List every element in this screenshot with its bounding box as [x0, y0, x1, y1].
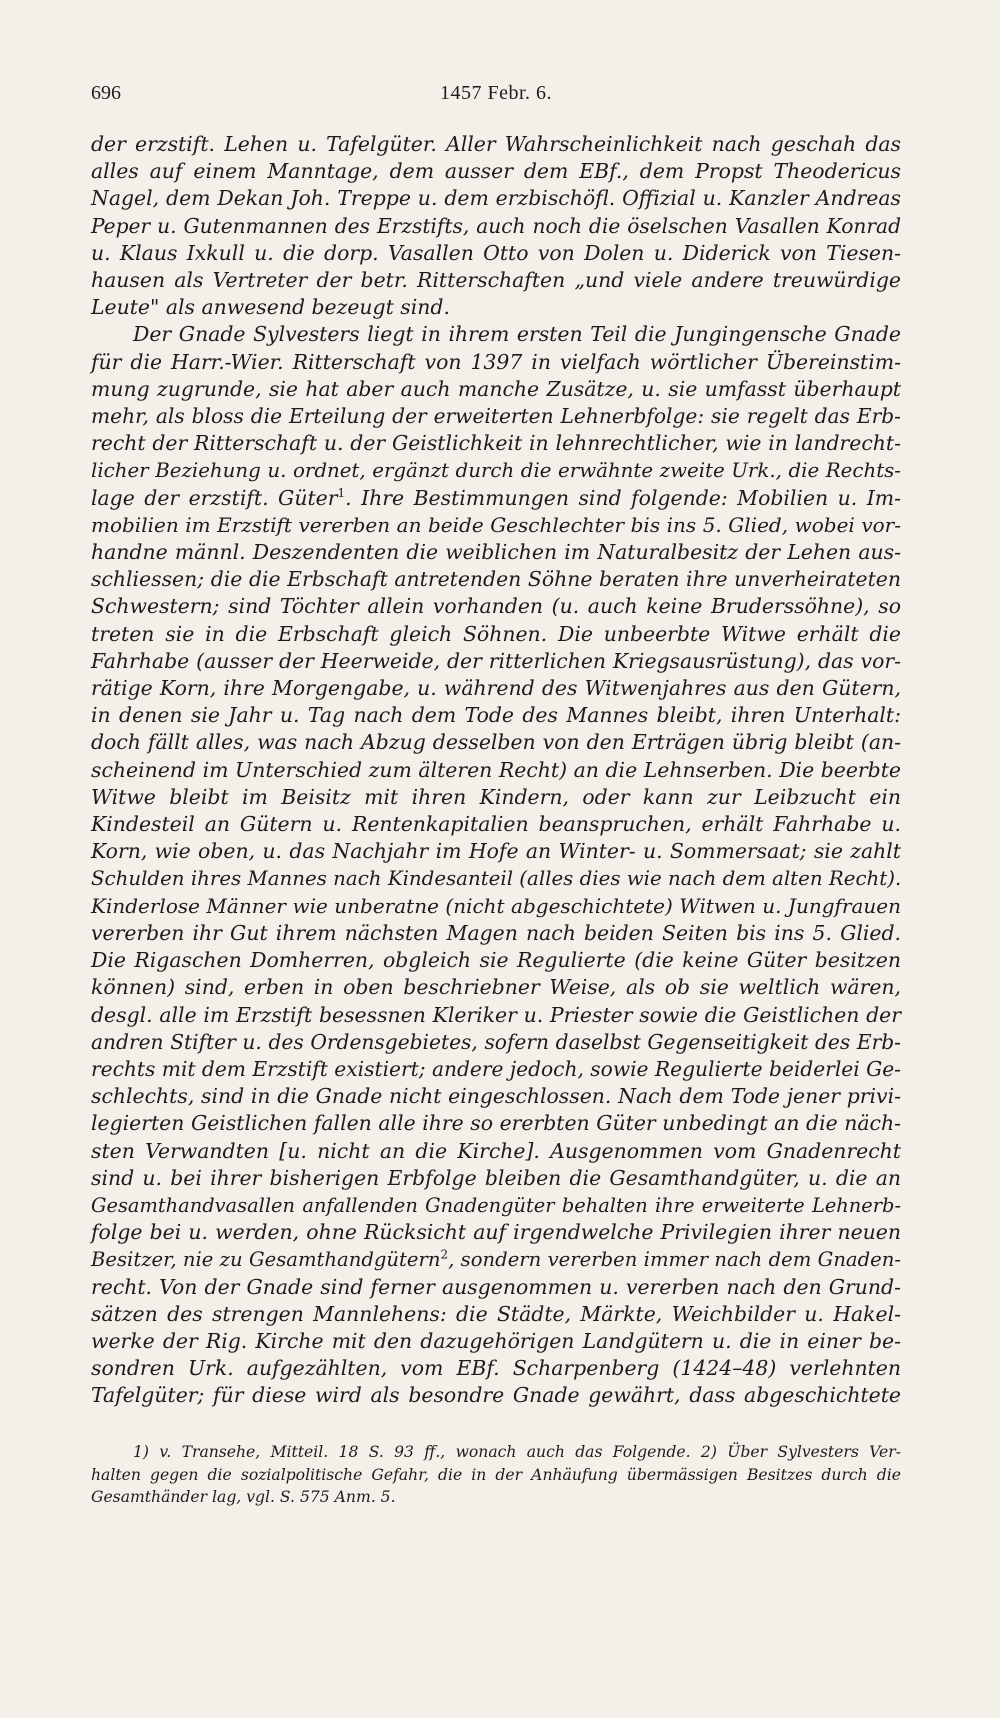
- text-line: sten Verwandten [u. nicht an die Kirche]. Ausgenommen vom Gnadenrecht: [91, 1138, 901, 1163]
- text-line: Tafelgüter; für diese wird als besondre Gnade gewährt, dass abgeschichtete: [91, 1383, 901, 1408]
- footnote-line: halten gegen die sozialpolitische Gefahr, die in der Anhäufung übermässigen Besitzes durch die: [91, 1465, 901, 1484]
- text-line: Kindesteil an Gütern u. Rentenkapitalien beanspruchen, erhält Fahrhabe u.: [91, 812, 901, 837]
- text-line: recht. Von der Gnade sind ferner ausgenommen u. vererben nach den Grund-: [91, 1274, 901, 1299]
- text-line: Schulden ihres Mannes nach Kindesanteil (alles dies wie nach dem alten Recht).: [91, 867, 902, 891]
- text-line: sondren Urk. aufgezählten, vom EBf. Scharpenberg (1424–48) verlehnten: [91, 1356, 901, 1381]
- text-line: licher Beziehung u. ordnet, ergänzt durch die erwähnte zweite Urk., die Rechts-: [91, 459, 901, 483]
- footnote-line: [91, 1441, 901, 1464]
- text-line: schliessen; die die Erbschaft antretenden Söhne beraten ihre unverheirateten: [91, 567, 901, 592]
- text-segment: Besitzer, nie zu Gesamthandgütern: [91, 1248, 441, 1272]
- page-number: 696: [91, 82, 121, 104]
- text-line: treten sie in die Erbschaft gleich Söhnen. Die unbeerbte Witwe erhält die: [91, 621, 901, 646]
- text-line: Nagel, dem Dekan Joh. Treppe u. dem erzbischöfl. Offizial u. Kanzler Andreas: [91, 186, 901, 211]
- footnote-1-mark: 1): [133, 1443, 150, 1461]
- text-line: Fahrhabe (ausser der Heerweide, der ritterlichen Kriegsausrüstung), das vor-: [91, 648, 901, 673]
- text-segment: . Ihre Bestimmungen sind folgende: Mobilien u. Im-: [345, 485, 902, 510]
- body-text: [91, 131, 901, 1410]
- text-line-with-footnote: [91, 1246, 901, 1273]
- text-line: Der Gnade Sylvesters liegt in ihrem ersten Teil die Jungingensche Gnade: [133, 322, 901, 347]
- footnotes: [91, 1441, 901, 1509]
- text-segment: , sondern vererben immer nach dem Gnaden-: [448, 1248, 901, 1272]
- text-line: alles auf einem Manntage, dem ausser dem EBf., dem Propst Theodericus: [91, 159, 901, 184]
- footnote-2-mark: 2): [700, 1443, 717, 1461]
- footnote-ref-2[interactable]: 2: [440, 1247, 449, 1262]
- text-line: Witwe bleibt im Beisitz mit ihren Kindern, oder kann zur Leibzucht ein: [91, 784, 901, 809]
- text-line: sätzen des strengen Mannlehens: die Städte, Märkte, Weichbilder u. Hakel-: [91, 1301, 901, 1326]
- text-line: Gesamthandvasallen anfallenden Gnadengüter behalten ihre erweiterte Lehnerb-: [91, 1193, 901, 1217]
- text-line: Schwestern; sind Töchter allein vorhanden (u. auch keine Bruderssöhne), so: [91, 594, 901, 619]
- text-line: schlechts, sind in die Gnade nicht eingeschlossen. Nach dem Tode jener privi-: [91, 1084, 901, 1109]
- text-line: u. Klaus Ixkull u. die dorp. Vasallen Otto von Dolen u. Diderick von Tiesen-: [91, 240, 901, 265]
- text-line: folge bei u. werden, ohne Rücksicht auf irgendwelche Privilegien ihrer neuen: [91, 1220, 901, 1245]
- text-line: scheinend im Unterschied zum älteren Recht) an die Lehnserben. Die beerbte: [91, 757, 901, 782]
- text-line: in denen sie Jahr u. Tag nach dem Tode des Mannes bleibt, ihren Unterhalt:: [91, 703, 901, 728]
- text-line: der erzstift. Lehen u. Tafelgüter. Aller Wahrscheinlichkeit nach geschah das: [91, 132, 901, 156]
- text-line-with-footnote: [91, 485, 901, 512]
- text-line: Korn, wie oben, u. das Nachjahr im Hofe an Winter- u. Sommersaat; sie zahlt: [91, 839, 901, 864]
- text-line: rechts mit dem Erzstift existiert; andere jedoch, sowie Regulierte beiderlei Ge-: [91, 1056, 901, 1081]
- text-line: mobilien im Erzstift vererben an beide Geschlechter bis ins 5. Glied, wobei vor-: [91, 512, 901, 537]
- text-line: doch fällt alles, was nach Abzug desselben von den Erträgen übrig bleibt (an-: [91, 730, 901, 755]
- text-line: legierten Geistlichen fallen alle ihre so ererbten Güter unbedingt an die näch-: [91, 1111, 901, 1136]
- running-header: [91, 82, 901, 106]
- text-segment: lage der erzstift. Güter: [91, 485, 338, 510]
- text-line: Peper u. Gutenmannen des Erzstifts, auch noch die öselschen Vasallen Konrad: [91, 213, 901, 238]
- text-line: Kinderlose Männer wie unberatne (nicht abgeschichtete) Witwen u. Jungfrauen: [91, 893, 901, 918]
- header-date: 1457 Febr. 6.: [439, 82, 553, 104]
- footnote-1-text: v. Transehe, Mitteil. 18 S. 93 ff., wonach auch das Folgende.: [159, 1443, 691, 1461]
- text-line: handne männl. Deszendenten die weiblichen im Naturalbesitz der Lehen aus-: [91, 540, 901, 565]
- text-line: desgl. alle im Erzstift besessnen Kleriker u. Priester sowie die Geistlichen der: [91, 1002, 901, 1027]
- text-line: recht der Ritterschaft u. der Geistlichkeit in lehnrechtlicher, wie in landrecht-: [91, 431, 901, 456]
- text-line: hausen als Vertreter der betr. Ritterschaften „und viele andere treuwürdige: [91, 268, 901, 293]
- text-line: rätige Korn, ihre Morgengabe, u. während des Witwenjahres aus den Gütern,: [91, 676, 901, 701]
- text-line: können) sind, erben in oben beschriebner Weise, als ob sie weltlich wären,: [91, 975, 901, 1000]
- text-line: andren Stifter u. des Ordensgebietes, sofern daselbst Gegenseitigkeit des Erb-: [91, 1029, 901, 1054]
- text-line: Die Rigaschen Domherren, obgleich sie Regulierte (die keine Güter besitzen: [91, 948, 901, 973]
- footnote-ref-1[interactable]: 1: [337, 485, 346, 500]
- text-line: für die Harr.-Wier. Ritterschaft von 1397 in vielfach wörtlicher Übereinstim-: [91, 349, 901, 374]
- text-line: mung zugrunde, sie hat aber auch manche Zusätze, u. sie umfasst überhaupt: [91, 376, 901, 401]
- text-line: sind u. bei ihrer bisherigen Erbfolge bleiben die Gesamthandgüter, u. die an: [91, 1165, 901, 1190]
- text-line: mehr, als bloss die Erteilung der erweiterten Lehnerbfolge: sie regelt das Erb-: [91, 404, 901, 429]
- text-line: vererben ihr Gut ihrem nächsten Magen nach beiden Seiten bis ins 5. Glied.: [91, 920, 901, 945]
- footnote-2-text: Über Sylvesters Ver-: [727, 1443, 901, 1461]
- footnote-line: Gesamthänder lag, vgl. S. 575 Anm. 5.: [91, 1488, 396, 1507]
- text-line: werke der Rig. Kirche mit den dazugehörigen Landgütern u. die in einer be-: [91, 1328, 901, 1353]
- text-line: Leute" als anwesend bezeugt sind.: [91, 295, 450, 320]
